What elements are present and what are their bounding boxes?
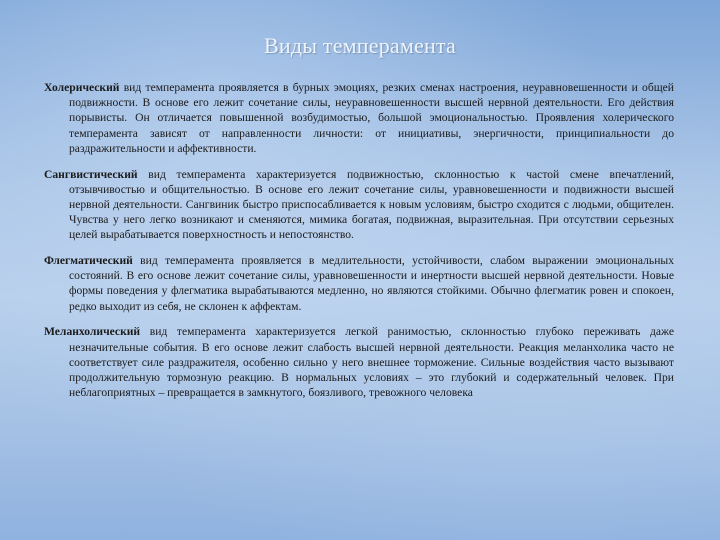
slide-title: Виды темперамента [263,33,457,58]
text-phlegmatic: вид темперамента проявляется в медлительности, устойчивости, слабом выражении эмоциональных состояний. В его основе лежит сочетание силы, уравновешенности и инертности высшей нервной деятельности. Новые формы поведения у флегматика вырабатываются медленно, но являются стойкими. Обычно флегматик ровен и спокоен, редко выходит из себя, не склонен к аффектам. [69,254,674,313]
term-sanguine: Сангвистический [44,167,138,181]
paragraph-sanguine [44,167,674,243]
paragraph-phlegmatic [44,253,674,314]
term-choleric: Холерический [44,81,120,94]
term-melancholic: Меланхолический [44,325,141,339]
slide-content [44,80,674,411]
text-sanguine: вид темперамента характеризуется подвижностью, склонностью к частой смене впечатлений, отзывчивостью и общительностью. В основе его лежит сочетание силы, уравновешенности и подвижности высшей нервной деятельности. Сангвиник быстро приспосабливается к новым условиям, быстро сходится с людьми, общителен. Чувства у него легко возникают и сменяются, мимика богатая, подвижная, выразительная. При отсутствии серьезных целей вырабатывается поверхностность и непостоянство. [69,167,674,242]
text-choleric: вид темперамента проявляется в бурных эмоциях, резких сменах настроения, неуравновешенности и общей подвижности. В основе его лежит сочетание силы, неуравновешенности высшей нервной деятельности. Его действия порывисты. Он отличается повышенной возбудимостью, большой эмоциональностью. Проявления холерического темперамента зависят от направленности личности: от инициативы, энергичности, принципиальности до раздражительности и аффективности. [69,81,674,155]
text-melancholic: вид темперамента характеризуется легкой ранимостью, склонностью глубоко переживать даже незначительные события. В его основе лежит слабость высшей нервной деятельности. Реакция меланхолика часто не соответствует силе раздражителя, особенно сильно у него внешнее торможение. Сильные воздействия часто вызывают продолжительную тормозную реакцию. В нормальных условиях – это глубокий и содержательный человек. При неблагоприятных – превращается в замкнутого, боязливого, тревожного человека [69,325,674,400]
paragraph-choleric [44,80,674,156]
term-phlegmatic: Флегматический [44,254,133,268]
paragraph-melancholic [44,324,674,400]
